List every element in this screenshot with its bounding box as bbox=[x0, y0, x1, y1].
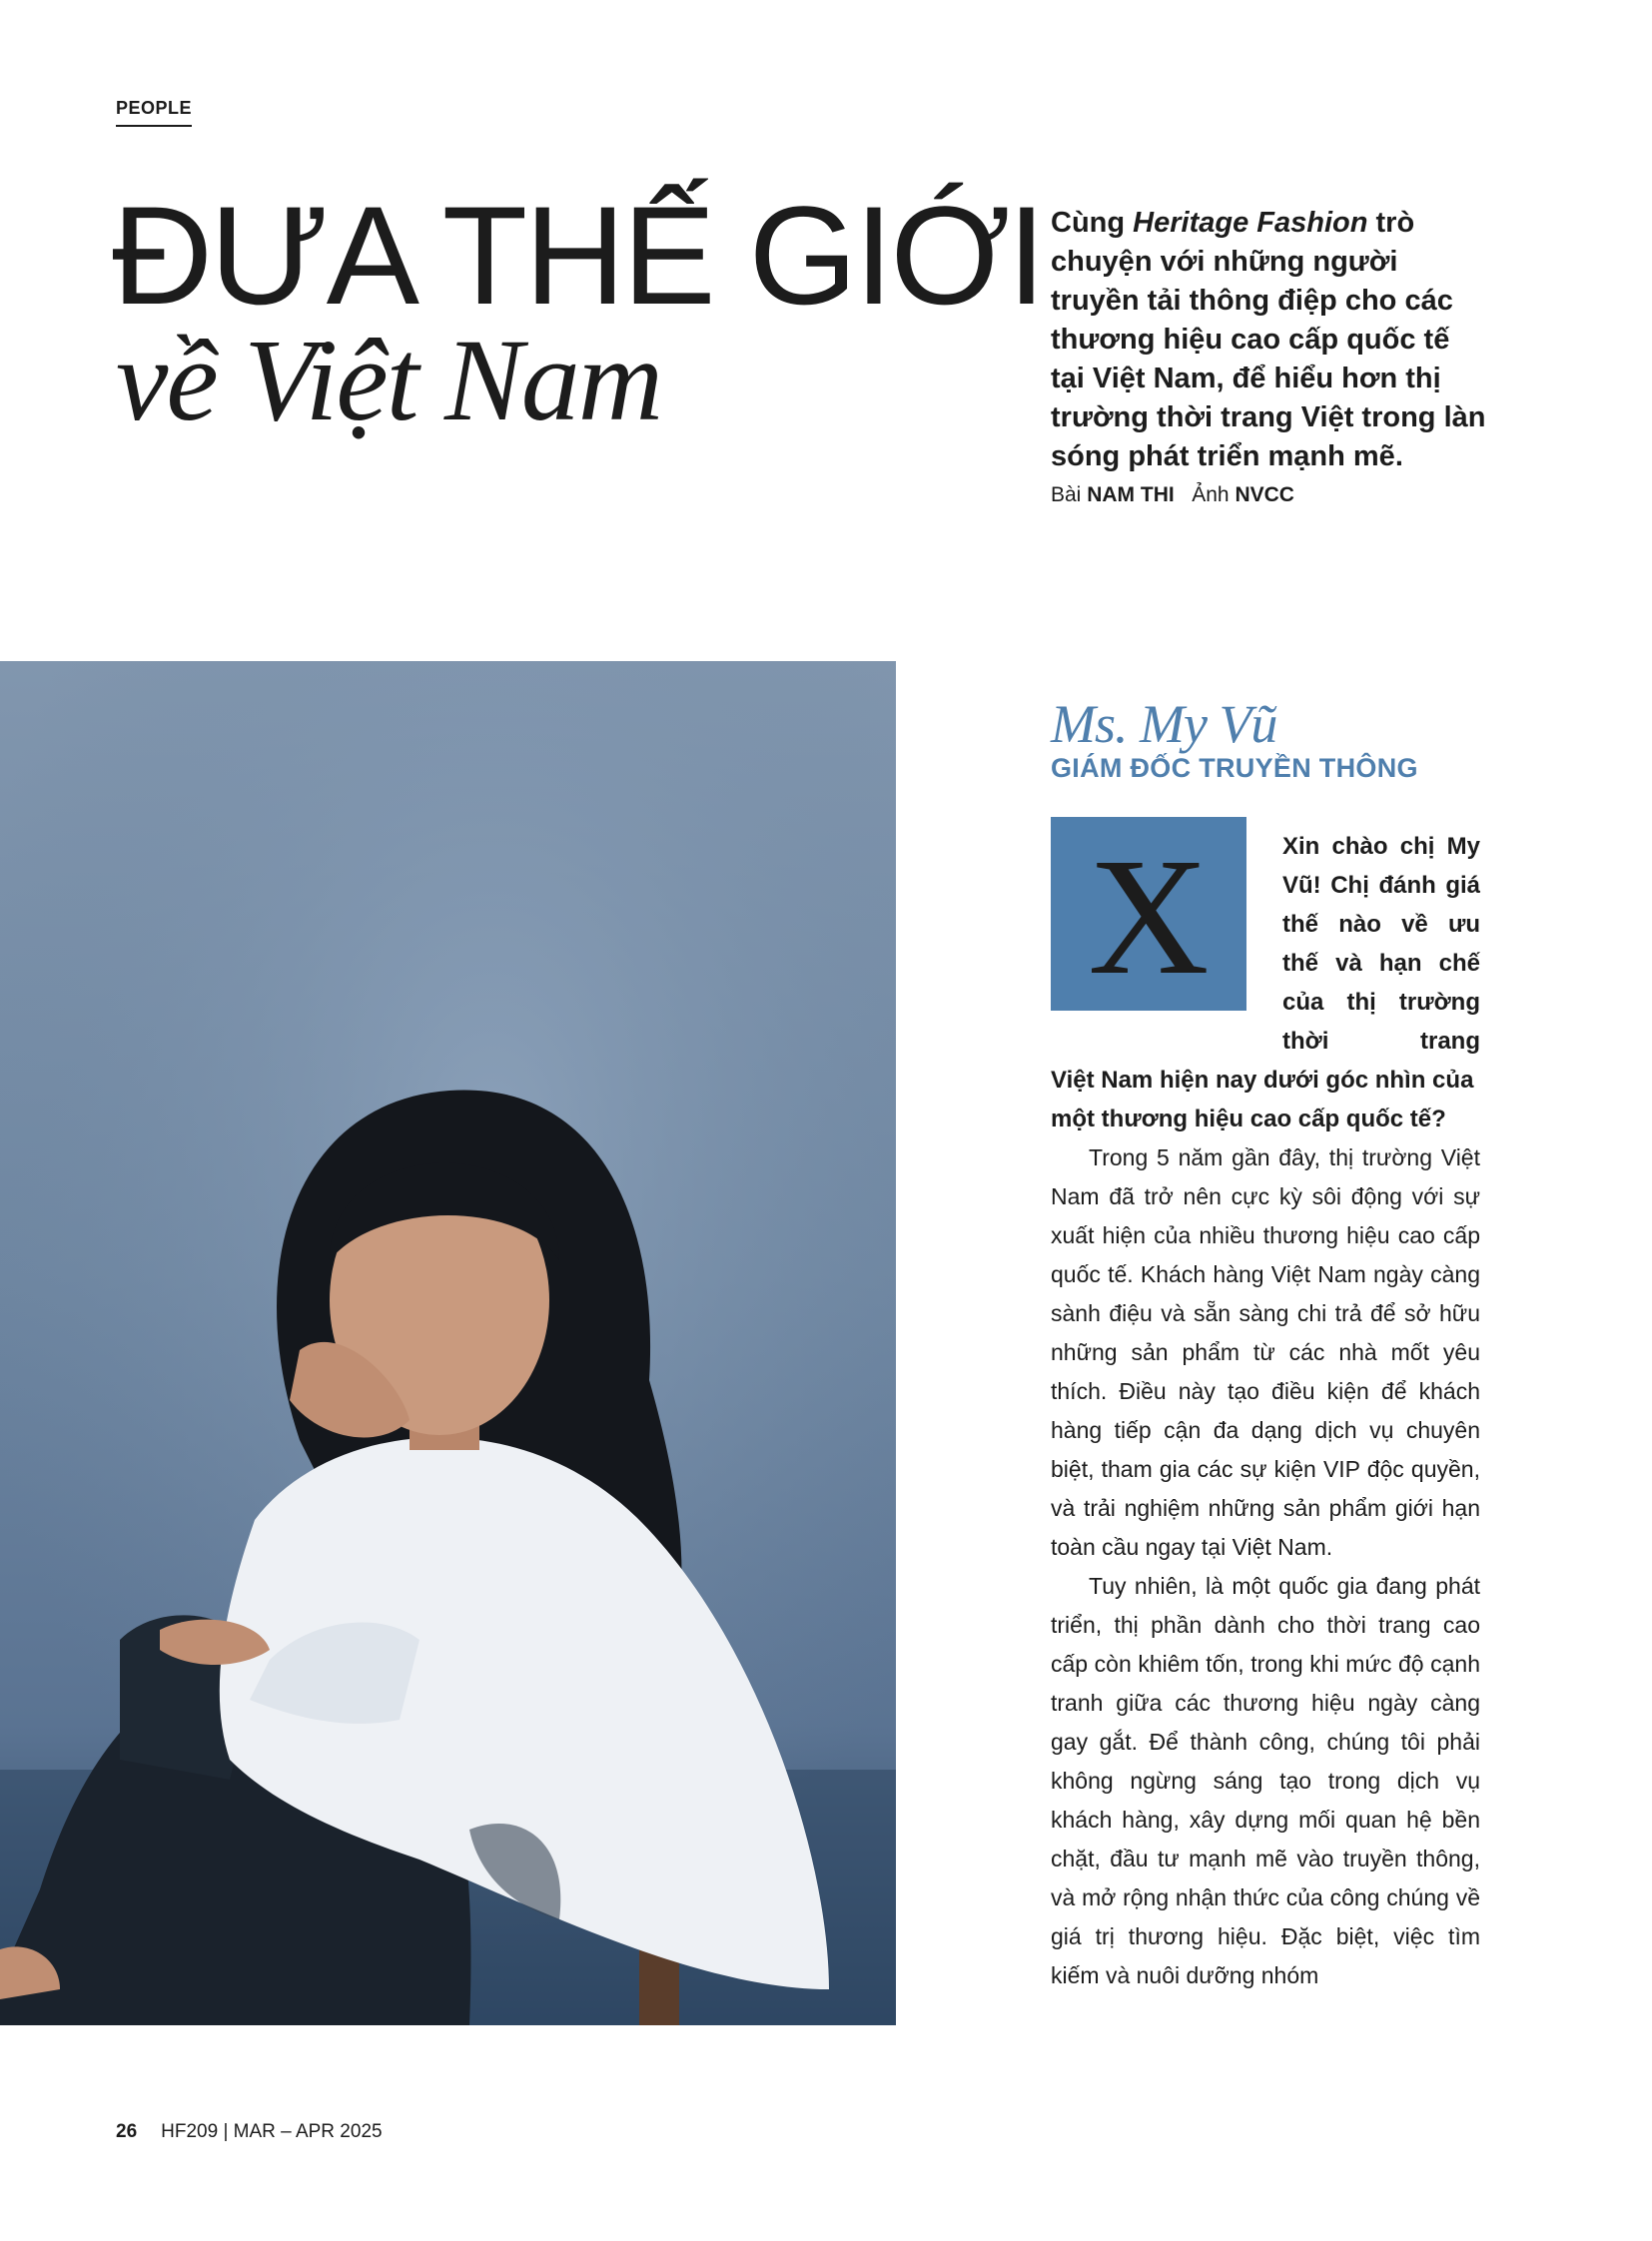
answer-body bbox=[1051, 1138, 1480, 1995]
portrait-photo bbox=[0, 661, 896, 2025]
drop-cap: X bbox=[1051, 817, 1246, 1011]
page-footer bbox=[116, 2121, 383, 2143]
headline-line-2: về Việt Nam bbox=[116, 315, 661, 445]
photographer-name: NVCC bbox=[1235, 483, 1294, 506]
standfirst: Cùng Heritage Fashion trò chuyện với những người truyền tải thông điệp cho các thương hiệu cao cấp quốc tế tại Việt Nam, để hiểu hơn thị trường thời trang Việt trong làn sóng phát triển mạnh mẽ. bbox=[1051, 207, 1486, 472]
headline-line-1: ĐƯA THẾ GIỚI bbox=[112, 177, 1044, 334]
magazine-name: Heritage Fashion bbox=[1133, 207, 1368, 239]
paragraph: Trong 5 năm gần đây, thị trường Việt Nam đã trở nên cực kỳ sôi động với sự xuất hiện của nhiều thương hiệu cao cấp quốc tế. Khách hàng Việt Nam ngày càng sành điệu và sẵn sàng chi trả để sở hữu những sản phẩm từ các nhà mốt yêu thích. Điều này tạo điều kiện để khách hàng tiếp cận đa dạng dịch vụ chuyên biệt, tham gia các sự kiện VIP độc quyền, và trải nghiệm những sản phẩm giới hạn toàn cầu ngay tại Việt Nam. bbox=[1051, 1144, 1480, 1560]
issue-info: HF209 | MAR – APR 2025 bbox=[161, 2121, 383, 2142]
paragraph: Tuy nhiên, là một quốc gia đang phát triển, thị phần dành cho thời trang cao cấp còn khiêm tốn, trong khi mức độ cạnh tranh giữa các thương hiệu ngày càng gay gắt. Để thành công, chúng tôi phải không ngừng sáng tạo trong dịch vụ khách hàng, xây dựng mối quan hệ bền chặt, đầu tư mạnh mẽ vào truyền thông, và mở rộng nhận thức của công chúng về giá trị thương hiệu. Đặc biệt, việc tìm kiếm và nuôi dưỡng nhóm bbox=[1051, 1573, 1480, 1988]
interviewee-role: GIÁM ĐỐC TRUYỀN THÔNG bbox=[1051, 753, 1418, 783]
byline: Bài NAM THI Ảnh NVCC bbox=[1051, 483, 1294, 506]
page-number: 26 bbox=[116, 2121, 138, 2142]
question-lead: Xin chào chị My Vũ! Chị đánh giá thế nào về ưu thế và hạn chế của thị trường thời trang bbox=[1282, 833, 1480, 1055]
author-name: NAM THI bbox=[1087, 483, 1175, 506]
interviewee-name: Ms. My Vũ bbox=[1051, 694, 1277, 754]
section-label: PEOPLE bbox=[116, 98, 192, 127]
question-continued: Việt Nam hiện nay dưới góc nhìn của một thương hiệu cao cấp quốc tế? bbox=[1051, 1067, 1474, 1132]
